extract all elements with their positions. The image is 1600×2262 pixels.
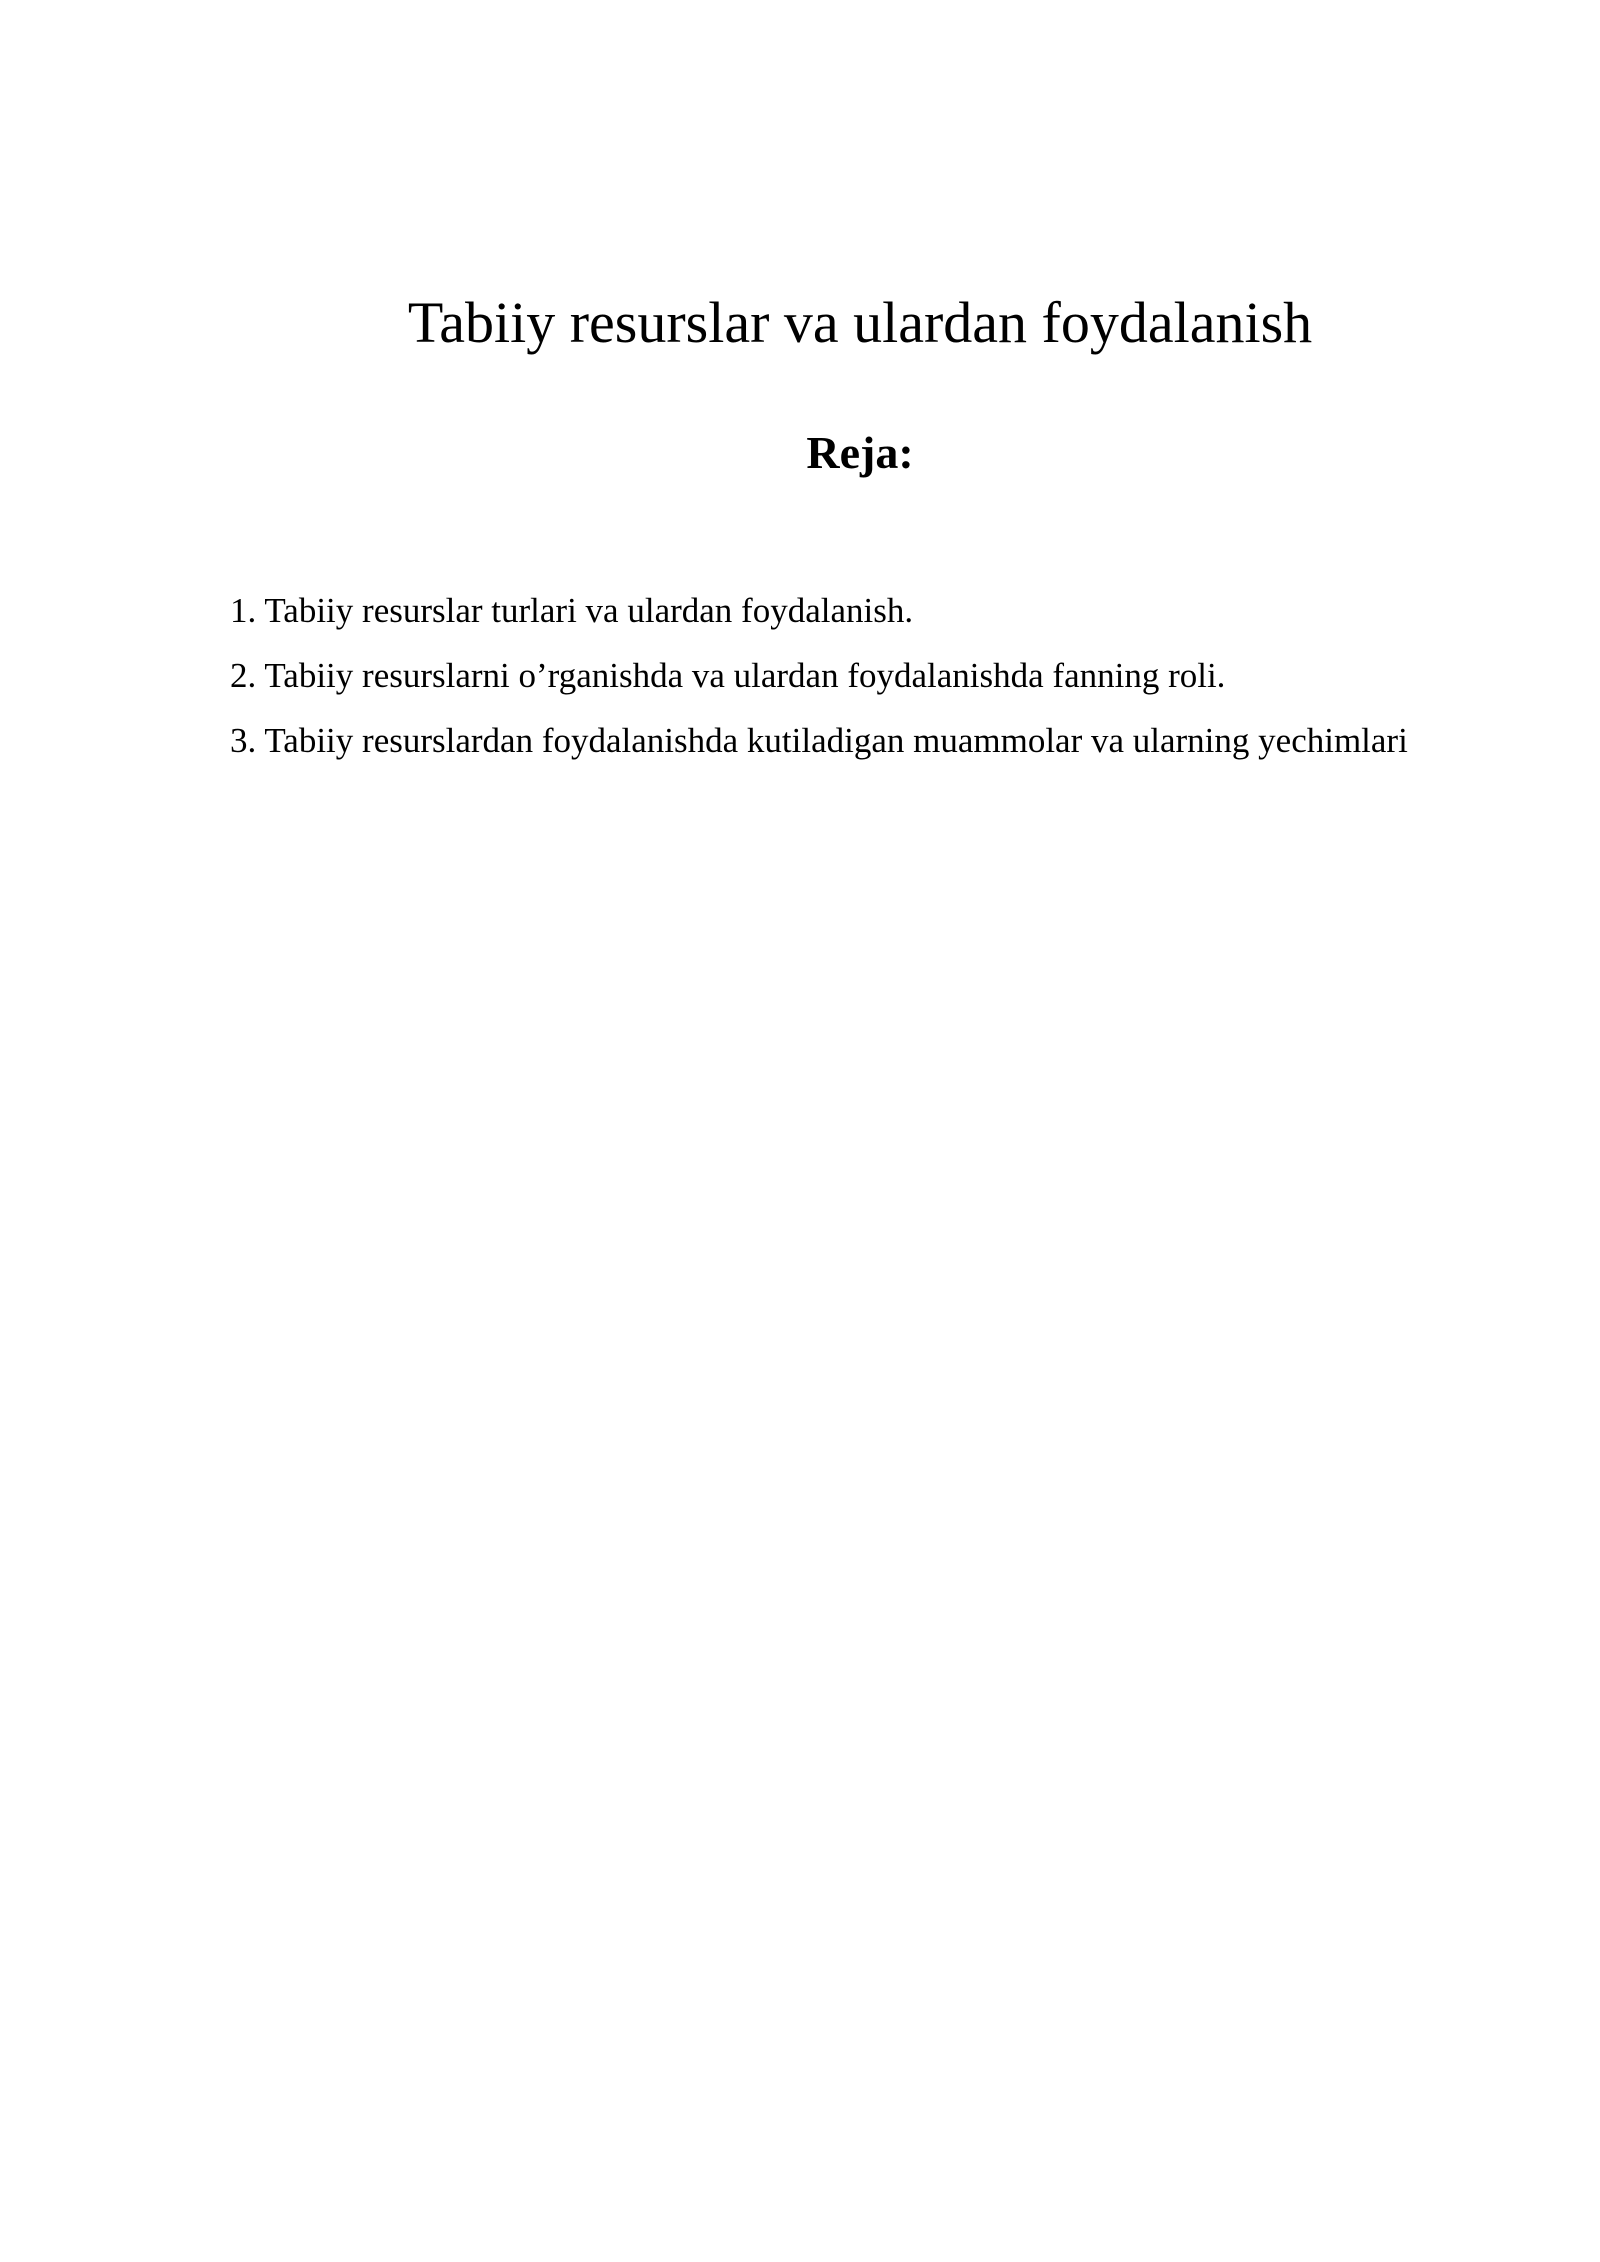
plan-item-1: 1. Tabiiy resurslar turlari va ulardan foydalanish. <box>230 591 914 630</box>
plan-list <box>230 578 1490 773</box>
plan-heading: Reja: <box>806 427 914 478</box>
document-title: Tabiiy resurslar va ulardan foydalanish <box>407 290 1313 355</box>
plan-item-2: 2. Tabiiy resurslarni o’rganishda va ulardan foydalanishda fanning roli. <box>230 656 1226 695</box>
plan-item-3: 3. Tabiiy resurslardan foydalanishda kutiladigan muammolar va ularning yechimlari <box>230 721 1408 760</box>
